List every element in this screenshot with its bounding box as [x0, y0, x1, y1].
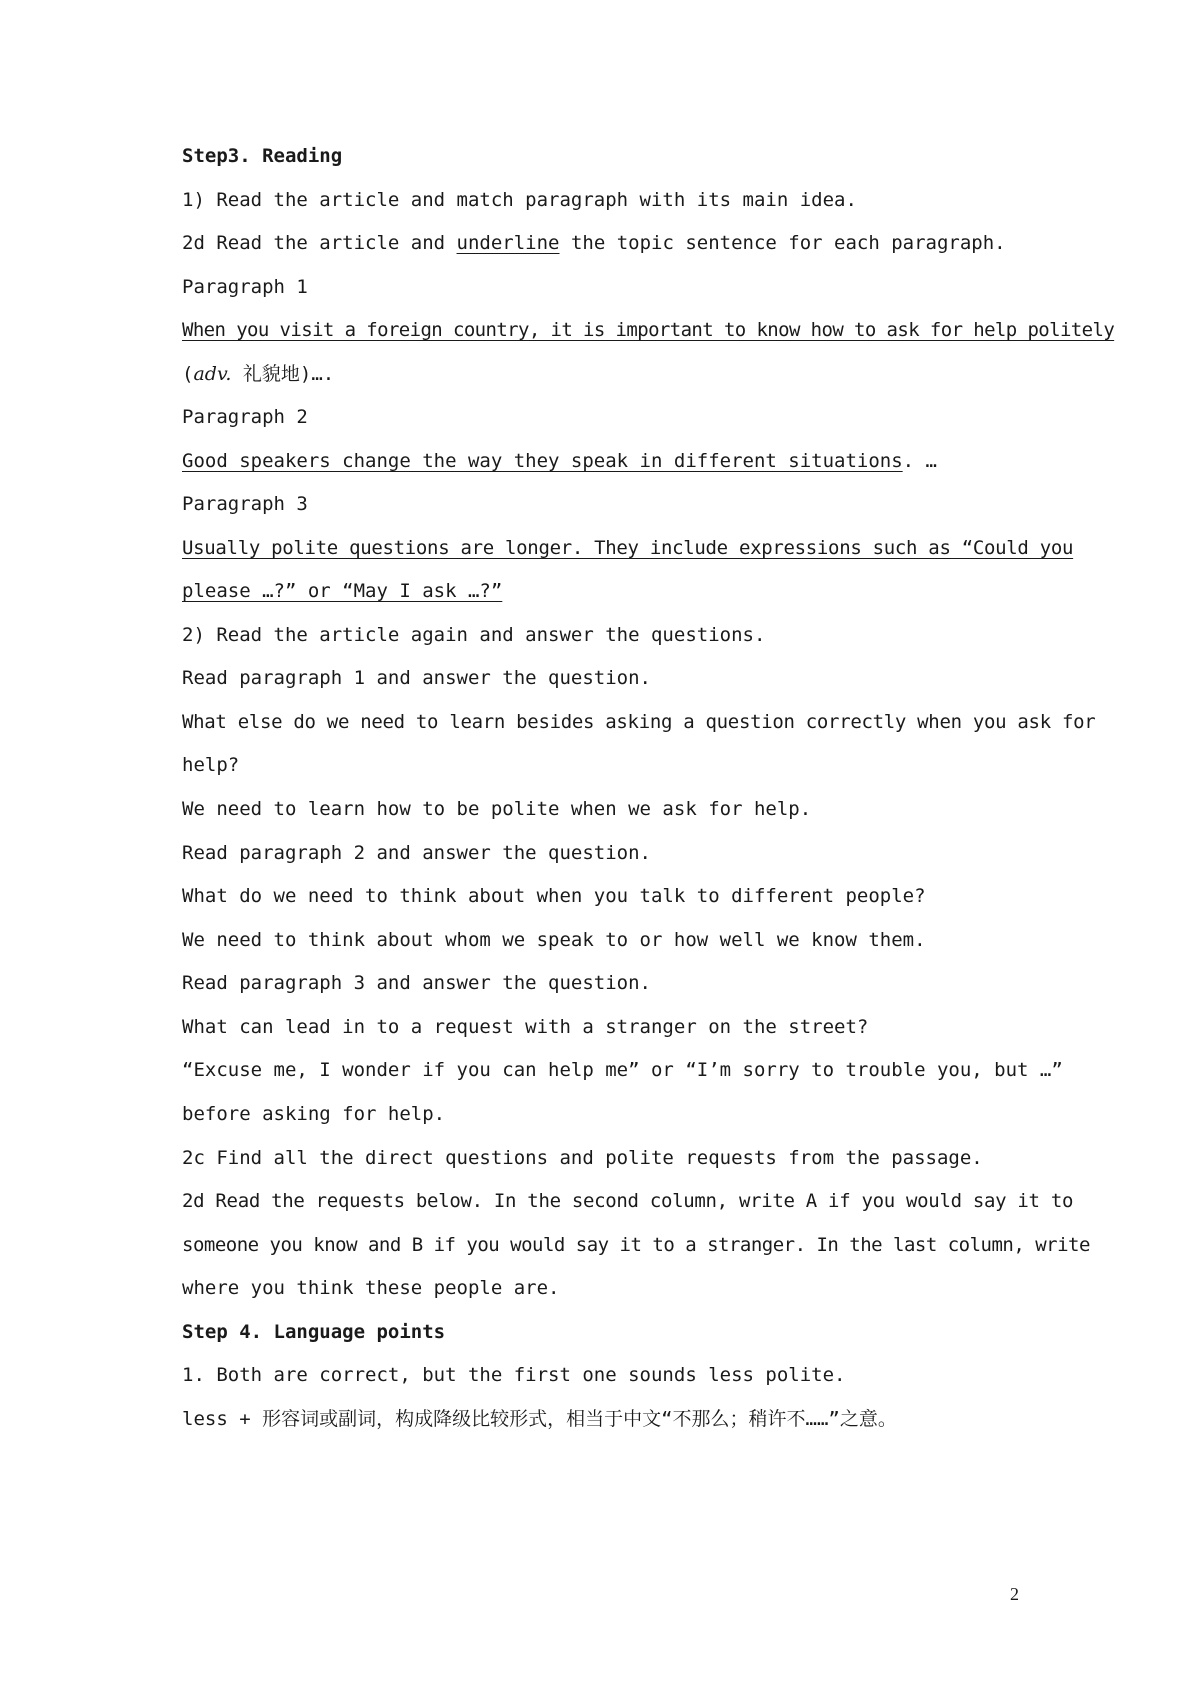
question-1-intro: Read paragraph 1 and answer the question.	[182, 667, 651, 689]
paragraph-2-label: Paragraph 2	[182, 406, 308, 428]
paragraph-3-topic-sentence-line1	[182, 535, 1074, 561]
answer-3-line2: before asking for help.	[182, 1103, 446, 1125]
question-3-intro: Read paragraph 3 and answer the question.	[182, 972, 651, 994]
language-point-1-note: less + 形容词或副词，构成降级比较形式，相当于中文“不那么；稍许不……”之意。	[182, 1408, 897, 1430]
task-2d-text-after: the topic sentence for each paragraph.	[559, 232, 1006, 254]
task-2-instruction: 2) Read the article again and answer the questions.	[182, 624, 766, 646]
task-2d-instruction	[182, 230, 1032, 256]
paragraph-1-sentence-text: When you visit a foreign country, it is important to know how to ask for help politely	[182, 319, 1115, 341]
paragraph-3-sentence-text-2: please …?” or “May I ask …?”	[182, 580, 503, 602]
task-1-instruction: 1) Read the article and match paragraph with its main idea.	[182, 189, 857, 211]
question-2: What do we need to think about when you talk to different people?	[182, 885, 926, 907]
question-1-line2: help?	[182, 754, 240, 776]
step3-heading: Step3. Reading	[182, 145, 343, 167]
page-number: 2	[1010, 1584, 1019, 1604]
note-open-paren: (	[182, 363, 194, 385]
answer-3-line1: “Excuse me, I wonder if you can help me” or “I’m sorry to trouble you, but …”	[182, 1059, 1063, 1081]
paragraph-2-sentence-text: Good speakers change the way they speak in different situations	[182, 450, 903, 472]
paragraph-3-topic-sentence-line2	[182, 578, 1032, 604]
question-3: What can lead in to a request with a stranger on the street?	[182, 1016, 869, 1038]
paragraph-3-sentence-text-1: Usually polite questions are longer. They include expressions such as “Could you	[182, 537, 1074, 559]
paragraph-1-note	[182, 361, 1032, 387]
task-2d-underlined-word: underline	[456, 232, 560, 254]
answer-1: We need to learn how to be polite when we ask for help.	[182, 798, 812, 820]
task-2d-requests-line1: 2d Read the requests below. In the second column, write A if you would say it to	[182, 1190, 1074, 1212]
paragraph-1-topic-sentence	[182, 317, 1115, 343]
answer-2: We need to think about whom we speak to or how well we know them.	[182, 929, 926, 951]
paragraph-2-tail: . …	[902, 450, 937, 472]
note-gloss: 礼貌地)….	[231, 363, 335, 385]
paragraph-1-label: Paragraph 1	[182, 276, 308, 298]
question-2-intro: Read paragraph 2 and answer the question.	[182, 842, 651, 864]
paragraph-3-label: Paragraph 3	[182, 493, 308, 515]
paragraph-2-topic-sentence	[182, 448, 1032, 474]
task-2d-text-before: 2d Read the article and	[182, 232, 457, 254]
task-2c-instruction: 2c Find all the direct questions and polite requests from the passage.	[182, 1147, 983, 1169]
task-2d-requests-line3: where you think these people are.	[182, 1277, 560, 1299]
question-1-line1: What else do we need to learn besides asking a question correctly when you ask for	[182, 711, 1096, 733]
language-point-1: 1. Both are correct, but the first one sounds less polite.	[182, 1364, 846, 1386]
note-abbreviation: adv.	[193, 363, 232, 385]
step4-heading: Step 4. Language points	[182, 1321, 446, 1343]
task-2d-requests-line2: someone you know and B if you would say it to a stranger. In the last column, write	[182, 1234, 1090, 1256]
